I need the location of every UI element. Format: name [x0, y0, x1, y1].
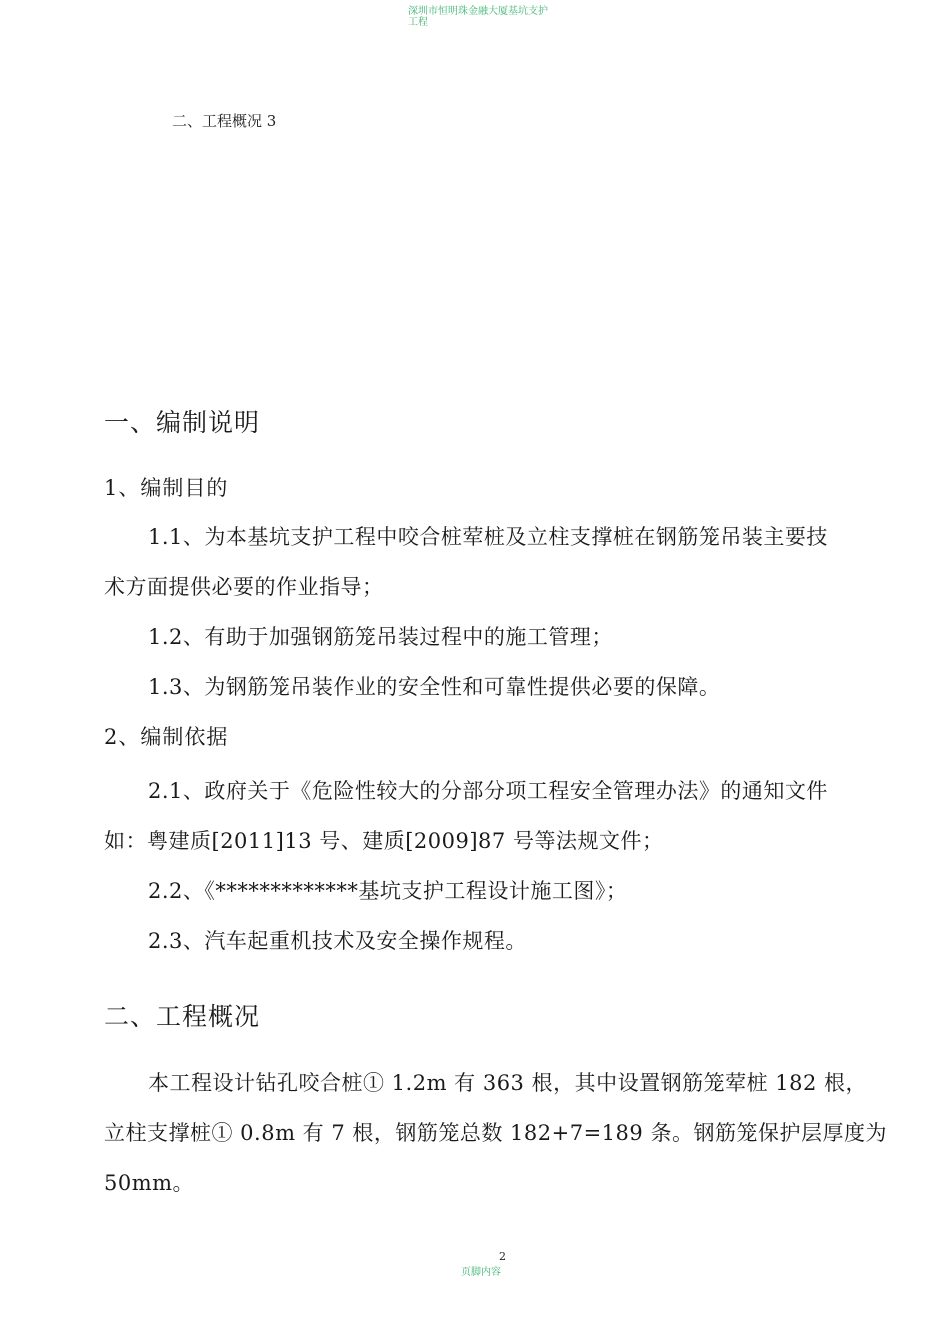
- page-number: 2: [499, 1250, 506, 1263]
- overview-line-1: 本工程设计钻孔咬合桩① 1.2m 有 363 根，其中设置钢筋笼荤桩 182 根，: [148, 1071, 868, 1095]
- paragraph-2-3: 2.3、汽车起重机技术及安全操作规程。: [148, 929, 527, 953]
- toc-entry: 二、工程概况 3: [172, 112, 277, 130]
- paragraph-1-1-line-1: 1.1、为本基坑支护工程中咬合桩荤桩及立柱支撑桩在钢筋笼吊装主要技: [148, 525, 828, 549]
- header-title-line-1: 深圳市恒明珠金融大厦基坑支护: [408, 6, 548, 17]
- overview-line-2: 立柱支撑桩① 0.8m 有 7 根，钢筋笼总数 182+7=189 条。钢筋笼保护层厚度为: [104, 1121, 887, 1145]
- section-2-heading: 二、工程概况: [104, 1002, 261, 1031]
- paragraph-2-1-line-1: 2.1、政府关于《危险性较大的分部分项工程安全管理办法》的通知文件: [148, 779, 828, 803]
- paragraph-2-2: 2.2、《*************基坑支护工程设计施工图》；: [148, 879, 628, 903]
- paragraph-1-1-line-2: 术方面提供必要的作业指导；: [104, 575, 384, 599]
- paragraph-1-2: 1.2、有助于加强钢筋笼吊装过程中的施工管理；: [148, 625, 613, 649]
- subsection-1-heading: 1、编制目的: [104, 476, 229, 500]
- paragraph-1-3: 1.3、为钢筋笼吊装作业的安全性和可靠性提供必要的保障。: [148, 675, 721, 699]
- paragraph-2-1-line-2: 如：粤建质[2011]13 号、建质[2009]87 号等法规文件；: [104, 829, 664, 853]
- footer-text: 页脚内容: [461, 1267, 501, 1278]
- overview-line-3: 50mm。: [104, 1171, 195, 1195]
- section-1-heading: 一、编制说明: [104, 408, 261, 437]
- header-title-line-2: 工程: [408, 17, 428, 28]
- subsection-2-heading: 2、编制依据: [104, 725, 229, 749]
